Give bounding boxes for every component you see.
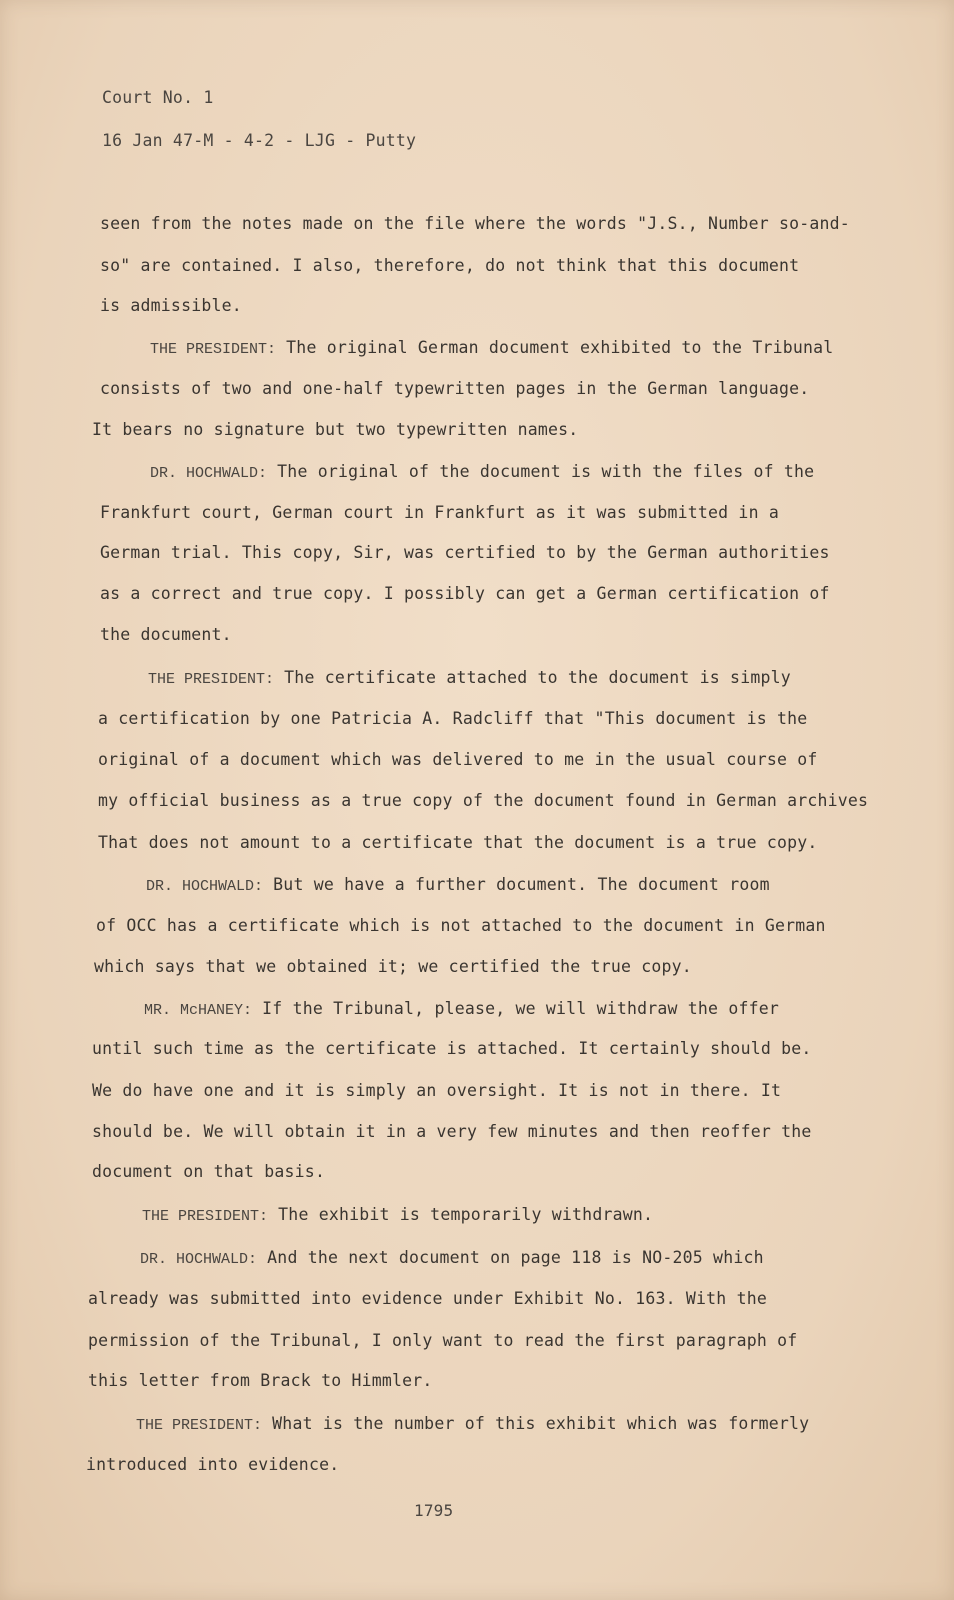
text-line: It bears no signature but two typewritten names. bbox=[92, 420, 579, 439]
text-line bbox=[142, 1205, 653, 1227]
text-line: my official business as a true copy of the document found in German archives bbox=[98, 791, 869, 810]
text-line: this letter from Brack to Himmler. bbox=[88, 1371, 433, 1390]
text-line: the document. bbox=[100, 625, 232, 644]
page-number: 1795 bbox=[414, 1501, 454, 1520]
text-line: as a correct and true copy. I possibly can get a German certification of bbox=[100, 584, 830, 603]
speaker-label: DR. HOCHWALD: bbox=[150, 465, 268, 482]
text-line bbox=[140, 1248, 764, 1270]
text-line: consists of two and one-half typewritten pages in the German language. bbox=[100, 379, 810, 398]
text-line bbox=[148, 668, 791, 690]
text-line: permission of the Tribunal, I only want to read the first paragraph of bbox=[88, 1331, 798, 1350]
text-line: which says that we obtained it; we certified the true copy. bbox=[94, 957, 692, 976]
text-line bbox=[144, 999, 779, 1021]
text-line: already was submitted into evidence under Exhibit No. 163. With the bbox=[88, 1289, 767, 1308]
text-line bbox=[150, 338, 833, 360]
speech-text: If the Tribunal, please, we will withdraw the offer bbox=[262, 999, 779, 1018]
speaker-label: DR. HOCHWALD: bbox=[146, 878, 264, 895]
court-number: Court No. 1 bbox=[102, 88, 214, 107]
text-line bbox=[150, 462, 814, 484]
text-line: Frankfurt court, German court in Frankfurt as it was submitted in a bbox=[100, 503, 779, 522]
speaker-label: THE PRESIDENT: bbox=[148, 671, 275, 688]
text-line: That does not amount to a certificate that the document is a true copy. bbox=[98, 833, 818, 852]
text-line bbox=[146, 875, 770, 897]
speech-text: And the next document on page 118 is NO-205 which bbox=[267, 1248, 764, 1267]
text-line: of OCC has a certificate which is not attached to the document in German bbox=[96, 916, 826, 935]
speaker-label: MR. McHANEY: bbox=[144, 1002, 253, 1019]
text-line: German trial. This copy, Sir, was certified to by the German authorities bbox=[100, 543, 830, 562]
text-line: until such time as the certificate is attached. It certainly should be. bbox=[92, 1039, 812, 1058]
text-line: so" are contained. I also, therefore, do not think that this document bbox=[100, 256, 800, 275]
text-line: introduced into evidence. bbox=[86, 1455, 340, 1474]
speech-text: The original of the document is with the files of the bbox=[277, 462, 815, 481]
speaker-label: DR. HOCHWALD: bbox=[140, 1251, 258, 1268]
speaker-label: THE PRESIDENT: bbox=[150, 341, 277, 358]
speech-text: What is the number of this exhibit which was formerly bbox=[272, 1414, 810, 1433]
speaker-label: THE PRESIDENT: bbox=[142, 1208, 269, 1225]
text-line: document on that basis. bbox=[92, 1162, 326, 1181]
text-line bbox=[136, 1414, 809, 1436]
speech-text: The certificate attached to the document is simply bbox=[284, 668, 791, 687]
text-line: original of a document which was delivered to me in the usual course of bbox=[98, 750, 818, 769]
text-line: seen from the notes made on the file where the words "J.S., Number so-and- bbox=[100, 214, 850, 233]
speaker-label: THE PRESIDENT: bbox=[136, 1417, 263, 1434]
speech-text: The original German document exhibited to the Tribunal bbox=[286, 338, 834, 357]
speech-text: But we have a further document. The document room bbox=[273, 875, 770, 894]
text-line: should be. We will obtain it in a very few minutes and then reoffer the bbox=[92, 1122, 812, 1141]
text-line: We do have one and it is simply an oversight. It is not in there. It bbox=[92, 1081, 782, 1100]
text-line: a certification by one Patricia A. Radcliff that "This document is the bbox=[98, 709, 808, 728]
speech-text: The exhibit is temporarily withdrawn. bbox=[278, 1205, 654, 1224]
text-line: is admissible. bbox=[100, 296, 242, 315]
transcript-reference: 16 Jan 47-M - 4-2 - LJG - Putty bbox=[102, 131, 417, 150]
